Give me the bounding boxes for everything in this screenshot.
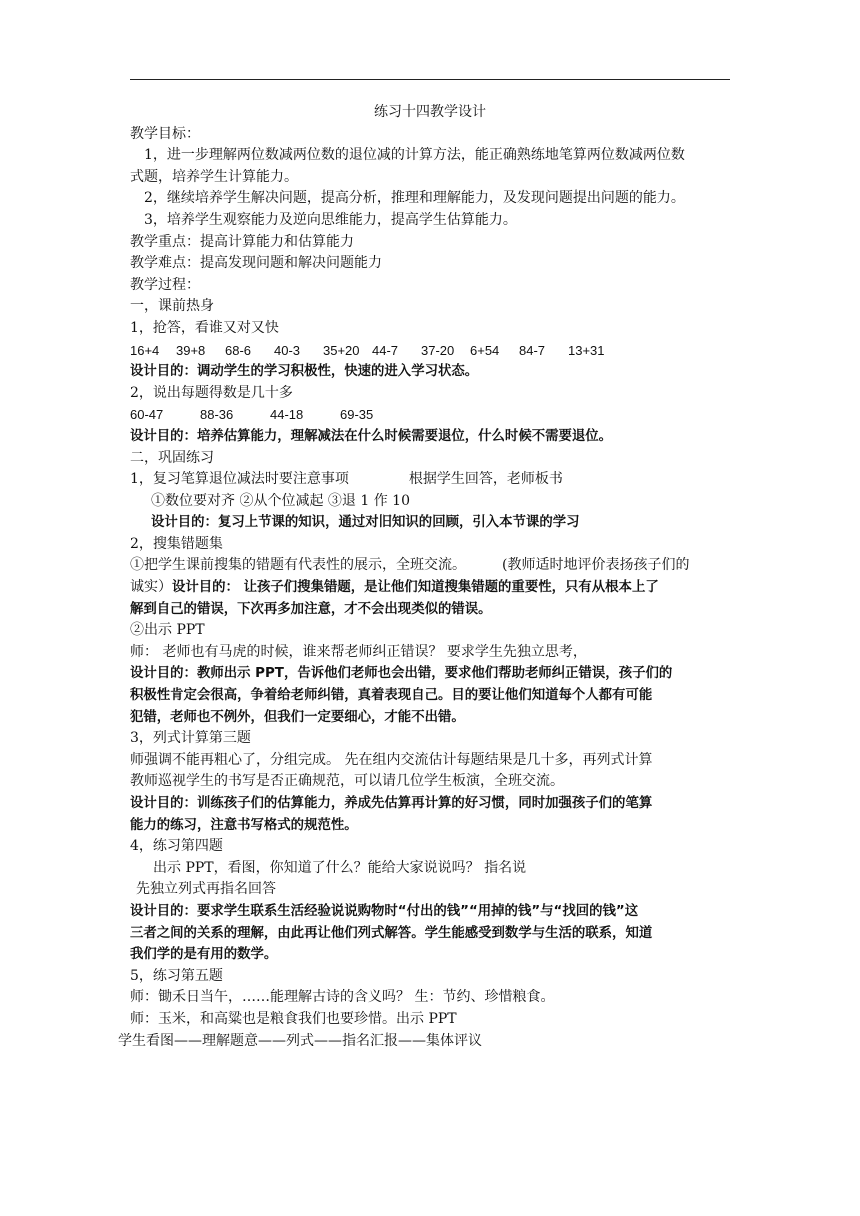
section2-item3: 3，列式计算第三题 <box>130 730 251 747</box>
section2-item1-purpose: 设计目的：复习上节课的知识，通过对旧知识的回顾，引入本节课的学习 <box>151 515 580 531</box>
calc-item: 37-20 <box>421 342 455 358</box>
document-title: 练习十四教学设计 <box>374 104 486 120</box>
section2-item2-p1 <box>130 555 730 577</box>
calc-item: 35+20 <box>323 342 360 358</box>
key-point: 教学重点：提高计算能力和估算能力 <box>130 233 354 250</box>
section2-item3-l2: 教师巡视学生的书写是否正确规范，可以请几位学生板演，全班交流。 <box>130 773 564 790</box>
goal-2: 2，继续培养学生解决问题，提高分析，推理和理解能力，及发现问题提出问题的能力。 <box>144 190 685 207</box>
section2-item2: 2，搜集错题集 <box>130 535 223 552</box>
section2-item1 <box>130 469 730 491</box>
section2-item4-l2: 先独立列式再指名回答 <box>136 881 276 898</box>
section2-item2-p1-line2 <box>130 577 730 599</box>
section2-item2-p2-purpose-b: 积极性肯定会很高，争着给老师纠错，真着表现自己。目的要让他们知道每个人都有可能 <box>130 688 653 704</box>
process-heading: 教学过程： <box>130 276 200 293</box>
document-body <box>118 102 730 1052</box>
calc-item: 39+8 <box>176 342 206 358</box>
calc-item: 88-36 <box>200 407 234 423</box>
calc-item: 84-7 <box>519 342 546 358</box>
section2-item5-l2: 师：玉米，和高粱也是粮食我们也要珍惜。出示 PPT <box>130 1010 457 1027</box>
section1-item2: 2，说出每题得数是几十多 <box>130 384 293 401</box>
section2-item2-p2: ②出示 PPT <box>130 622 205 639</box>
section2-item3-l1: 师强调不能再粗心了，分组完成。 先在组内交流估计每题结果是几十多，再列式计算 <box>130 751 653 768</box>
section2-item2-p2-purpose-c: 犯错，老师也不例外，但我们一定要细心，才能不出错。 <box>130 709 465 725</box>
section2-item4-l1: 出示 PPT，看图，你知道了什么？能给大家说说吗？ 指名说 <box>153 859 527 876</box>
section2-item5-l1: 师：锄禾日当午，……能理解古诗的含义吗？ 生：节约、珍惜粮食。 <box>130 989 555 1006</box>
goals-heading: 教学目标： <box>130 125 200 142</box>
section2-item2-p2-purpose-a: 设计目的：教师出示 PPT，告诉他们老师也会出错，要求他们帮助老师纠正错误，孩子们的 <box>130 666 673 682</box>
calc-item: 68-6 <box>225 342 252 358</box>
section2-item5: 5，练习第五题 <box>130 967 223 984</box>
calc-item: 40-3 <box>274 342 301 358</box>
section1-purpose2: 设计目的：培养估算能力，理解减法在什么时候需要退位，什么时候不需要退位。 <box>130 428 613 444</box>
calc-item: 60-47 <box>130 407 164 423</box>
section2-item1-b: 根据学生回答，老师板书 <box>408 471 563 488</box>
section2-item5-l3: 学生看图——理解题意——列式——指名汇报——集体评议 <box>118 1032 482 1049</box>
section2-item4-purpose-a: 设计目的：要求学生联系生活经验说说购物时“付出的钱”“用掉的钱”与“找回的钱”这 <box>130 903 639 919</box>
goal-1: 1，进一步理解两位数减两位数的退位减的计算方法，能正确熟练地笔算两位数减两位数 <box>144 147 685 164</box>
section2-item3-purpose-b: 能力的练习，注意书写格式的规范性。 <box>130 817 358 833</box>
section1-heading: 一，课前热身 <box>130 298 214 315</box>
document-page <box>118 0 730 1216</box>
section2-item2-p1-purpose-b: 解到自己的错误，下次再多加注意，才不会出现类似的错误。 <box>130 601 492 617</box>
header-rule <box>130 79 730 80</box>
calc-row-2 <box>130 404 730 426</box>
section2-item2-p1-c: 诚实） <box>130 579 172 596</box>
section2-item2-p1-b: (教师适时地评价表扬孩子们的 <box>502 557 690 574</box>
calc-row-1 <box>130 340 730 362</box>
section2-item2-p1-a: ①把学生课前搜集的错题有代表性的展示，全班交流。 <box>130 557 466 574</box>
calc-item: 16+4 <box>130 342 160 358</box>
calc-item: 69-35 <box>340 407 374 423</box>
section2-item3-purpose-a: 设计目的：训练孩子们的估算能力，养成先估算再计算的好习惯，同时加强孩子们的笔算 <box>130 796 653 811</box>
section1-item1: 1，抢答，看谁又对又快 <box>130 319 279 336</box>
calc-item: 13+31 <box>568 342 605 358</box>
section2-heading: 二，巩固练习 <box>130 449 214 466</box>
section2-item4-purpose-b: 三者之间的关系的理解，由此再让他们列式解答。学生能感受到数学与生活的联系，知道 <box>130 925 653 941</box>
goal-1-cont: 式题，培养学生计算能力。 <box>130 168 298 185</box>
section2-item4: 4，练习第四题 <box>130 838 223 855</box>
section2-item2-p1-purpose-a: 设计目的： 让孩子们搜集错题，是让他们知道搜集错题的重要性，只有从根本上了 <box>172 580 659 596</box>
calc-item: 44-18 <box>270 407 304 423</box>
section1-purpose1: 设计目的：调动学生的学习积极性，快速的进入学习状态。 <box>130 364 479 380</box>
section2-item4-purpose-c: 我们学的是有用的数学。 <box>130 947 278 963</box>
calc-item: 44-7 <box>372 342 399 358</box>
section2-item1-a: 1，复习笔算退位减法时要注意事项 <box>130 471 349 488</box>
goal-3: 3，培养学生观察能力及逆向思维能力，提高学生估算能力。 <box>144 211 517 228</box>
section2-item1-points: ①数位要对齐 ②从个位减起 ③退 1 作 10 <box>151 492 410 509</box>
section2-item2-p2-teacher: 师： 老师也有马虎的时候，谁来帮老师纠正错误？ 要求学生先独立思考， <box>130 643 587 660</box>
difficulty: 教学难点：提高发现问题和解决问题能力 <box>130 255 382 272</box>
calc-item: 6+54 <box>470 342 500 358</box>
